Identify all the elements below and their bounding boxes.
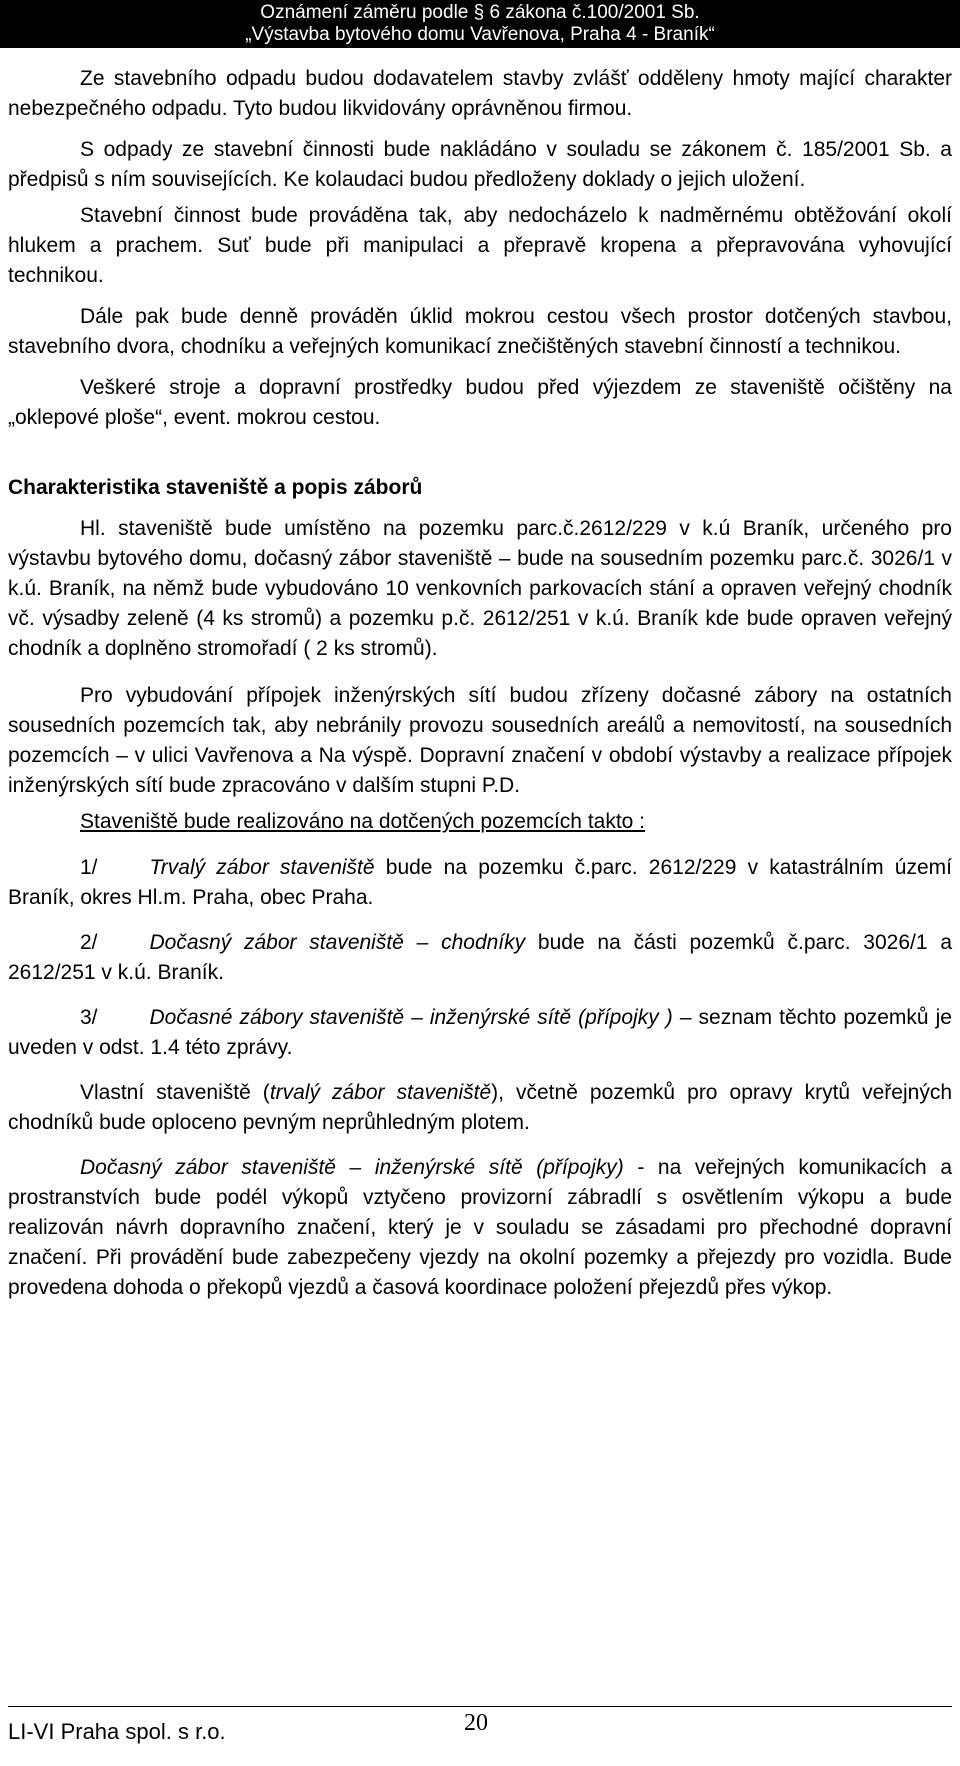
text-part: ), včetně pozemků pro opravy krytů veřejných chodníků bude oploceno pevným neprůhledným plotem. bbox=[8, 1081, 952, 1134]
list-item-permanent bbox=[8, 853, 952, 913]
paragraph-site-location: Hl. staveniště bude umístěno na pozemku parc.č.2612/229 v k.ú Braník, určeného pro výstavbu bytového domu, dočasný zábor staveniště – bude na sousedním pozemku parc.č. 3026/1 v k.ú. Braník, na němž bude vybudováno 10 venkovních parkovacích stání a opraven veřejný chodník vč. výsadby zeleně (4 ks stromů) a pozemku p.č. 2612/251 v k.ú. Braník kde bude opraven veřejný chodník a doplněno stromořadí ( 2 ks stromů). bbox=[8, 517, 952, 660]
italic-part: Dočasný zábor staveniště – inženýrské sítě (přípojky) bbox=[80, 1156, 624, 1179]
page-footer bbox=[8, 1706, 952, 1759]
item-number: 2/ bbox=[80, 931, 98, 954]
paragraph-noise-dust: Stavební činnost bude prováděna tak, aby nedocházelo k nadměrnému obtěžování okolí hlukem a prachem. Suť bude při manipulaci a přepravě kropena a přepravována vyhovující technikou. bbox=[8, 204, 952, 287]
document-header bbox=[0, 0, 960, 48]
paragraph-connections: Pro vybudování přípojek inženýrských sítí budou zřízeny dočasné zábory na ostatních sousedních pozemcích tak, aby nebránily provozu sousedních areálů a nemovitostí, na sousedních pozemcích – v ulici Vavřenova a Na výspě. Dopravní značení v období výstavby a realizace přípojek inženýrských sítí bude zpracováno v dalším stupni P.D. bbox=[8, 684, 952, 797]
paragraph-site-realized bbox=[8, 807, 952, 837]
item-text: bude na pozemku č.parc. 2612/229 v katastrálním území Braník, okres Hl.m. Praha, obec Praha. bbox=[8, 856, 952, 909]
paragraph-temporary-networks bbox=[8, 1153, 952, 1303]
underlined-statement: Staveniště bude realizováno na dotčených pozemcích takto : bbox=[80, 810, 646, 833]
text-part: Vlastní staveniště ( bbox=[80, 1081, 270, 1104]
header-line-2: „Výstavba bytového domu Vavřenova, Praha 4 - Braník“ bbox=[245, 24, 715, 45]
item-number: 3/ bbox=[80, 1006, 98, 1029]
item-text: – seznam těchto pozemků je uveden v odst. 1.4 této zprávy. bbox=[8, 1006, 952, 1059]
paragraph-waste-law: S odpady ze stavební činnosti bude nakládáno v souladu se zákonem č. 185/2001 Sb. a předpisů s ním souvisejících. Ke kolaudaci budou předloženy doklady o jejich uložení. bbox=[8, 138, 952, 191]
page-body bbox=[8, 64, 952, 1303]
paragraph-cleaning: Dále pak bude denně prováděn úklid mokrou cestou všech prostor dotčených stavbou, stavebního dvora, chodníku a veřejných komunikací znečištěných stavební činností a technikou. bbox=[8, 305, 952, 358]
item-italic: Trvalý zábor staveniště bbox=[149, 856, 375, 879]
italic-part: trvalý zábor staveniště bbox=[269, 1081, 492, 1104]
page-number: 20 bbox=[464, 1710, 488, 1736]
footer-company: LI-VI Praha spol. s r.o. bbox=[8, 1719, 226, 1744]
text-part: - na veřejných komunikacích a prostranstvích bude podél výkopů vztyčeno provizorní zábradlí s osvětlením výkopu a bude realizován návrh dopravního značení, který je v souladu se zásadami pro přechodné dopravní značení. Při provádění bude zabezpečeny vjezdy na okolní pozemky a přejezdy pro vozidla. Bude provedena dohoda o překopů vjezdů a časová koordinace položení přejezdů přes výkop. bbox=[8, 1156, 952, 1299]
paragraph-fencing bbox=[8, 1078, 952, 1138]
paragraph-vehicles: Veškeré stroje a dopravní prostředky budou před výjezdem ze staveniště očištěny na „oklepové ploše“, event. mokrou cestou. bbox=[8, 376, 952, 429]
item-number: 1/ bbox=[80, 856, 98, 879]
item-italic: Dočasné zábory staveniště – inženýrské sítě (přípojky ) bbox=[149, 1006, 673, 1029]
list-item-temporary-networks bbox=[8, 1003, 952, 1063]
item-text: bude na části pozemků č.parc. 3026/1 a 2612/251 v k.ú. Braník. bbox=[8, 931, 952, 984]
list-item-temporary-sidewalk bbox=[8, 928, 952, 988]
section-heading: Charakteristika staveniště a popis záborů bbox=[8, 476, 423, 499]
header-line-1: Oznámení záměru podle § 6 zákona č.100/2001 Sb. bbox=[260, 2, 700, 23]
paragraph-hazardous-waste: Ze stavebního odpadu budou dodavatelem stavby zvlášť odděleny hmoty mající charakter nebezpečného odpadu. Tyto budou likvidovány oprávněnou firmou. bbox=[8, 67, 952, 120]
item-italic: Dočasný zábor staveniště – chodníky bbox=[149, 931, 526, 954]
